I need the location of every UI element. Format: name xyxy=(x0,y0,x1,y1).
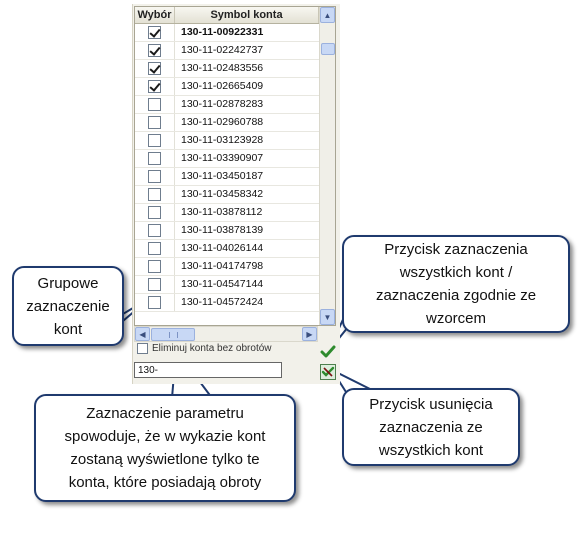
row-checkbox[interactable] xyxy=(148,278,161,291)
row-selection-cell xyxy=(135,204,175,221)
table-row[interactable] xyxy=(135,240,319,258)
account-symbol-cell: 130-11-03450187 xyxy=(181,170,264,182)
account-symbol-cell: 130-11-03123928 xyxy=(181,134,264,146)
account-symbol-cell: 130-11-04572424 xyxy=(181,296,264,308)
row-selection-cell xyxy=(135,258,175,275)
uncheck-icon xyxy=(321,365,335,379)
row-checkbox[interactable] xyxy=(148,134,161,147)
row-selection-cell xyxy=(135,96,175,113)
eliminate-no-turnover-label: Eliminuj konta bez obrotów xyxy=(152,343,272,354)
vertical-scrollbar[interactable] xyxy=(319,7,335,325)
horizontal-scrollbar[interactable] xyxy=(134,326,318,342)
account-symbol-cell: 130-11-03878139 xyxy=(181,224,264,236)
account-symbol-cell: 130-11-02665409 xyxy=(181,80,264,92)
table-row[interactable] xyxy=(135,168,319,186)
row-checkbox[interactable] xyxy=(148,44,161,57)
account-symbol-cell: 130-11-03458342 xyxy=(181,188,264,200)
row-selection-cell xyxy=(135,294,175,311)
row-checkbox[interactable] xyxy=(148,26,161,39)
table-row[interactable] xyxy=(135,132,319,150)
scroll-left-arrow-icon[interactable]: ◀ xyxy=(135,327,150,341)
row-checkbox[interactable] xyxy=(148,98,161,111)
callout-remove-selection-button: Przycisk usunięcia zaznaczenia ze wszystkich kont xyxy=(342,388,520,466)
row-checkbox[interactable] xyxy=(148,188,161,201)
eliminate-option[interactable] xyxy=(137,343,272,354)
row-checkbox[interactable] xyxy=(148,80,161,93)
row-selection-cell xyxy=(135,240,175,257)
scroll-right-arrow-icon[interactable]: ▶ xyxy=(302,327,317,341)
row-selection-cell xyxy=(135,168,175,185)
horizontal-scroll-thumb[interactable] xyxy=(151,328,195,341)
account-pattern-input[interactable] xyxy=(134,362,282,378)
row-checkbox[interactable] xyxy=(148,224,161,237)
row-checkbox[interactable] xyxy=(148,116,161,129)
deselect-all-button[interactable] xyxy=(320,364,336,380)
table-row[interactable] xyxy=(135,42,319,60)
account-grid xyxy=(134,6,336,326)
row-checkbox[interactable] xyxy=(148,206,161,219)
green-checkmark-icon xyxy=(320,344,336,360)
account-symbol-cell: 130-11-04547144 xyxy=(181,278,264,290)
row-checkbox[interactable] xyxy=(148,62,161,75)
account-symbol-cell: 130-11-00922331 xyxy=(181,26,264,38)
row-selection-cell xyxy=(135,114,175,131)
row-checkbox[interactable] xyxy=(148,152,161,165)
column-header-symbol[interactable]: Symbol konta xyxy=(175,7,319,23)
row-checkbox[interactable] xyxy=(148,170,161,183)
column-header-selection[interactable]: Wybór xyxy=(135,7,175,23)
table-row[interactable] xyxy=(135,60,319,78)
account-symbol-cell: 130-11-03878112 xyxy=(181,206,263,218)
row-checkbox[interactable] xyxy=(148,296,161,309)
row-selection-cell xyxy=(135,42,175,59)
scroll-down-arrow-icon[interactable]: ▼ xyxy=(320,309,335,325)
row-checkbox[interactable] xyxy=(148,242,161,255)
grid-rows xyxy=(135,24,319,312)
table-row[interactable] xyxy=(135,78,319,96)
account-symbol-cell: 130-11-02242737 xyxy=(181,44,264,56)
callout-eliminate-parameter: Zaznaczenie parametru spowoduje, że w wykazie kont zostaną wyświetlone tylko te konta, które posiadają obroty xyxy=(34,394,296,502)
eliminate-no-turnover-checkbox[interactable] xyxy=(137,343,148,354)
grid-header xyxy=(135,7,319,24)
callout-select-all-button: Przycisk zaznaczenia wszystkich kont / zaznaczenia zgodnie ze wzorcem xyxy=(342,235,570,333)
table-row[interactable] xyxy=(135,258,319,276)
row-selection-cell xyxy=(135,186,175,203)
scroll-up-arrow-icon[interactable]: ▲ xyxy=(320,7,335,23)
table-row[interactable] xyxy=(135,222,319,240)
table-row[interactable] xyxy=(135,204,319,222)
row-selection-cell xyxy=(135,132,175,149)
account-symbol-cell: 130-11-02483556 xyxy=(181,62,264,74)
account-symbol-cell: 130-11-03390907 xyxy=(181,152,264,164)
row-selection-cell xyxy=(135,150,175,167)
row-selection-cell xyxy=(135,60,175,77)
row-selection-cell xyxy=(135,24,175,41)
account-symbol-cell: 130-11-02960788 xyxy=(181,116,264,128)
select-all-button[interactable] xyxy=(320,344,336,360)
table-row[interactable] xyxy=(135,294,319,312)
row-selection-cell xyxy=(135,78,175,95)
table-row[interactable] xyxy=(135,24,319,42)
vertical-scroll-thumb[interactable] xyxy=(321,43,335,55)
table-row[interactable] xyxy=(135,96,319,114)
callout-group-selection: Grupowe zaznaczenie kont xyxy=(12,266,124,346)
row-selection-cell xyxy=(135,276,175,293)
account-symbol-cell: 130-11-04026144 xyxy=(181,242,264,254)
row-selection-cell xyxy=(135,222,175,239)
table-row[interactable] xyxy=(135,150,319,168)
scroll-grip-icon xyxy=(169,332,178,338)
account-symbol-cell: 130-11-02878283 xyxy=(181,98,264,110)
account-symbol-cell: 130-11-04174798 xyxy=(181,260,264,272)
table-row[interactable] xyxy=(135,114,319,132)
table-row[interactable] xyxy=(135,186,319,204)
row-checkbox[interactable] xyxy=(148,260,161,273)
table-row[interactable] xyxy=(135,276,319,294)
